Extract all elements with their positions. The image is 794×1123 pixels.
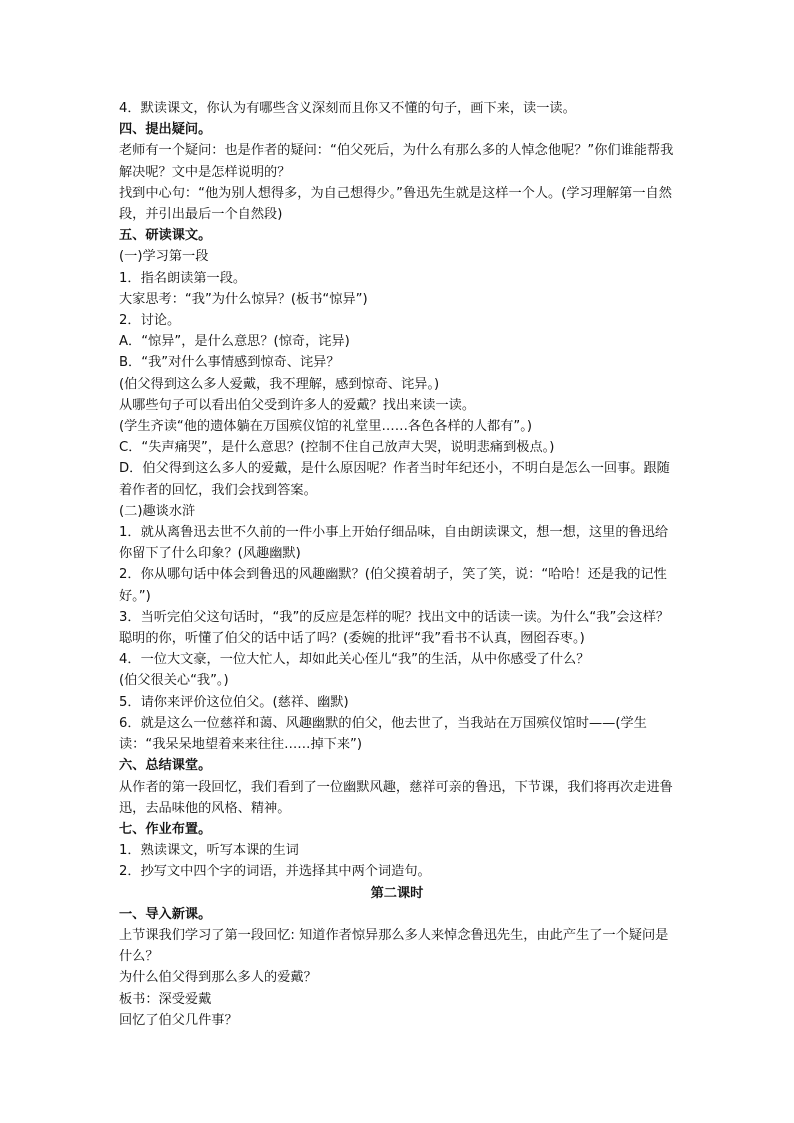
text-line-item-4: 4．一位大文豪，一位大忙人，却如此关心侄儿“我”的生活，从中你感受了什么？ [119, 652, 590, 668]
text-line-b: B．“我”对什么事情感到惊奇、诧异？ [119, 355, 340, 371]
paragraph-item-2: 2．你从哪句话中体会到鲁迅的风趣幽默？(伯父摸着胡子，笑了笑，说：“哈哈！还是我的记性好。”) [119, 567, 667, 604]
paragraph-review: 上节课我们学习了第一段回忆: 知道作者惊异那么多人来悼念鲁迅先生，由此产生了一个疑问是什么？ [119, 927, 669, 965]
text-line-homework-2: 2．抄写文中四个字的词语，并选择其中两个词造句。 [119, 864, 431, 880]
text-line-discuss: 2．讨论。 [119, 313, 181, 329]
text-line-a: A．“惊异”，是什么意思？(惊奇，诧异) [119, 334, 350, 350]
paragraph-item-1: 1．就从离鲁迅去世不久前的一件小事上开始仔细品味，自由朗读课文，想一想，这里的鲁迅给你留下了什么印象？(风趣幽默) [119, 525, 669, 562]
text-line-homework-1: 1．熟读课文，听写本课的生词 [119, 843, 299, 859]
text-line-read-aloud: 1．指名朗读第一段。 [119, 270, 247, 286]
text-line-find-sentences: 从哪些句子可以看出伯父受到许多人的爱戴？找出来读一读。 [119, 397, 476, 413]
lesson-two-title: 第二课时 [370, 885, 424, 901]
document-page [119, 98, 675, 1031]
paragraph-central-sentence: 找到中心句：“他为别人想得多，为自己想得少。”鲁迅先生就是这样一个人。(学习理解第一自然段，并引出最后一个自然段) [119, 185, 672, 223]
section-heading-study-text: 五、研读课文。 [119, 228, 212, 244]
subsection-first-part: (一)学习第一段 [119, 249, 209, 265]
paragraph-d: D．伯父得到这么多人的爱戴，是什么原因呢？作者当时年纪还小，不明白是怎么一回事。跟随着作者的回忆，我们会找到答案。 [119, 461, 670, 498]
text-line-item-4-answer: (伯父很关心“我”。) [119, 673, 229, 689]
text-line-students-read: (学生齐读“他的遗体躺在万国殡仪馆的礼堂里……各色各样的人都有”。) [119, 419, 532, 435]
text-line-step-4: 4．默读课文，你认为有哪些含义深刻而且你又不懂的句子，画下来，读一读。 [119, 101, 576, 116]
text-line-recall-events: 回忆了伯父几件事？ [119, 1012, 238, 1028]
section-heading-introduction: 一、导入新课。 [119, 906, 212, 922]
subsection-water-margin: (二)趣谈水浒 [119, 503, 196, 519]
section-heading-homework: 七、作业布置。 [119, 821, 212, 837]
text-line-why-loved: 为什么伯父得到那么多人的爱戴？ [119, 970, 317, 986]
text-line-board-note: 板书：深受爱戴 [119, 991, 212, 1007]
paragraph-summary: 从作者的第一段回忆，我们看到了一位幽默风趣，慈祥可亲的鲁迅，下节课，我们将再次走进鲁迅，去品味他的风格、精神。 [119, 779, 673, 816]
paragraph-item-6: 6．就是这么一位慈祥和蔼、风趣幽默的伯父，他去世了，当我站在万国殡仪馆时——(学生读：“我呆呆地望着来来往往……掉下来”) [119, 715, 647, 753]
section-heading-summary: 六、总结课堂。 [119, 758, 212, 774]
section-heading-questions: 四、提出疑问。 [119, 122, 212, 138]
text-line-c: C．“失声痛哭”，是什么意思？(控制不住自己放声大哭，说明悲痛到极点。) [119, 440, 555, 456]
text-line-item-5: 5．请你来评价这位伯父。(慈祥、幽默) [119, 694, 349, 710]
text-line-b-answer: (伯父得到这么多人爱戴，我不理解，感到惊奇、诧异。) [119, 376, 440, 392]
paragraph-item-3: 3．当听完伯父这句话时，“我”的反应是怎样的呢？找出文中的话读一读。为什么“我”会这样？聪明的你，听懂了伯父的话中话了吗？(委婉的批评“我”看书不认真，囫囵吞枣。) [119, 609, 670, 647]
text-line-think: 大家思考：“我”为什么惊异？(板书“惊异”) [119, 291, 368, 307]
paragraph-teacher-question: 老师有一个疑问：也是作者的疑问：“伯父死后，为什么有那么多的人悼念他呢？”你们谁能帮我解决呢？文中是怎样说明的？ [119, 143, 674, 180]
